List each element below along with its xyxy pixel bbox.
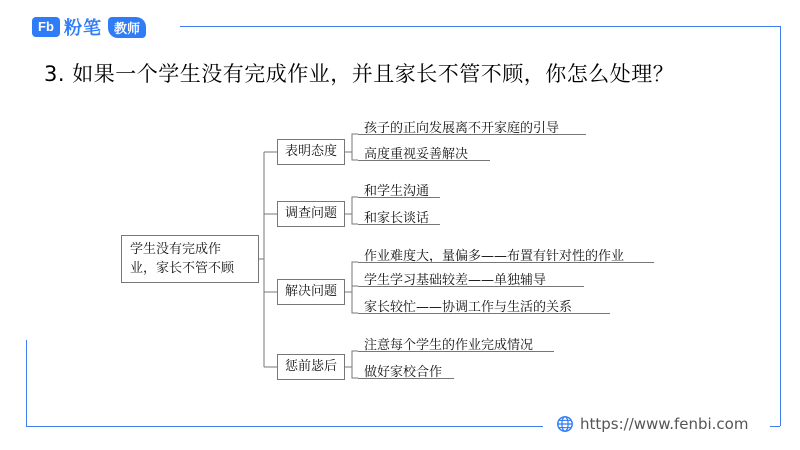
question-title: 3. 如果一个学生没有完成作业，并且家长不管不顾，你怎么处理？ (44, 62, 675, 86)
leaf-text: 注意每个学生的作业完成情况 (364, 338, 534, 353)
root-line-2: 业，家长不管不顾 (130, 261, 235, 276)
leaf-underline (358, 134, 586, 135)
leaf-connector-2 (345, 197, 358, 224)
footer-url[interactable] (556, 415, 748, 433)
logo-mark: Fb (32, 17, 60, 37)
leaf-text: 和学生沟通 (364, 184, 430, 199)
leaf-underline (358, 378, 454, 379)
leaf-text: 孩子的正向发展离不开家庭的引导 (364, 121, 560, 136)
leaf-connector-1 (345, 134, 358, 160)
branch-node: 惩前毖后 (277, 354, 345, 380)
leaf-text: 做好家校合作 (364, 365, 443, 380)
leaf-text: 和家长谈话 (364, 211, 430, 226)
leaf-underline (358, 262, 654, 263)
root-node (121, 235, 259, 283)
leaf-underline (358, 160, 490, 161)
leaf-connector-3 (345, 262, 358, 313)
leaf-text: 学生学习基础较差——单独辅导 (364, 273, 547, 288)
globe-icon (556, 415, 574, 433)
branch-node: 调查问题 (277, 201, 345, 227)
leaf-underline (358, 351, 554, 352)
branch-node: 解决问题 (277, 279, 345, 305)
leaf-text: 作业难度大，量偏多——布置有针对性的作业 (364, 249, 625, 264)
leaf-underline (358, 313, 610, 314)
leaf-underline (358, 197, 440, 198)
logo-brand-name: 粉笔 (64, 18, 102, 39)
branch-node: 表明态度 (277, 139, 345, 165)
logo-tag: 教师 (108, 17, 146, 38)
leaf-underline (358, 286, 584, 287)
leaf-connector-4 (345, 351, 358, 378)
leaf-text: 高度重视妥善解决 (364, 147, 469, 162)
leaf-text: 家长较忙——协调工作与生活的关系 (364, 300, 573, 315)
leaf-underline (358, 224, 440, 225)
root-line-1: 学生没有完成作 (130, 242, 222, 257)
footer-url-text[interactable]: https://www.fenbi.com (580, 415, 749, 433)
